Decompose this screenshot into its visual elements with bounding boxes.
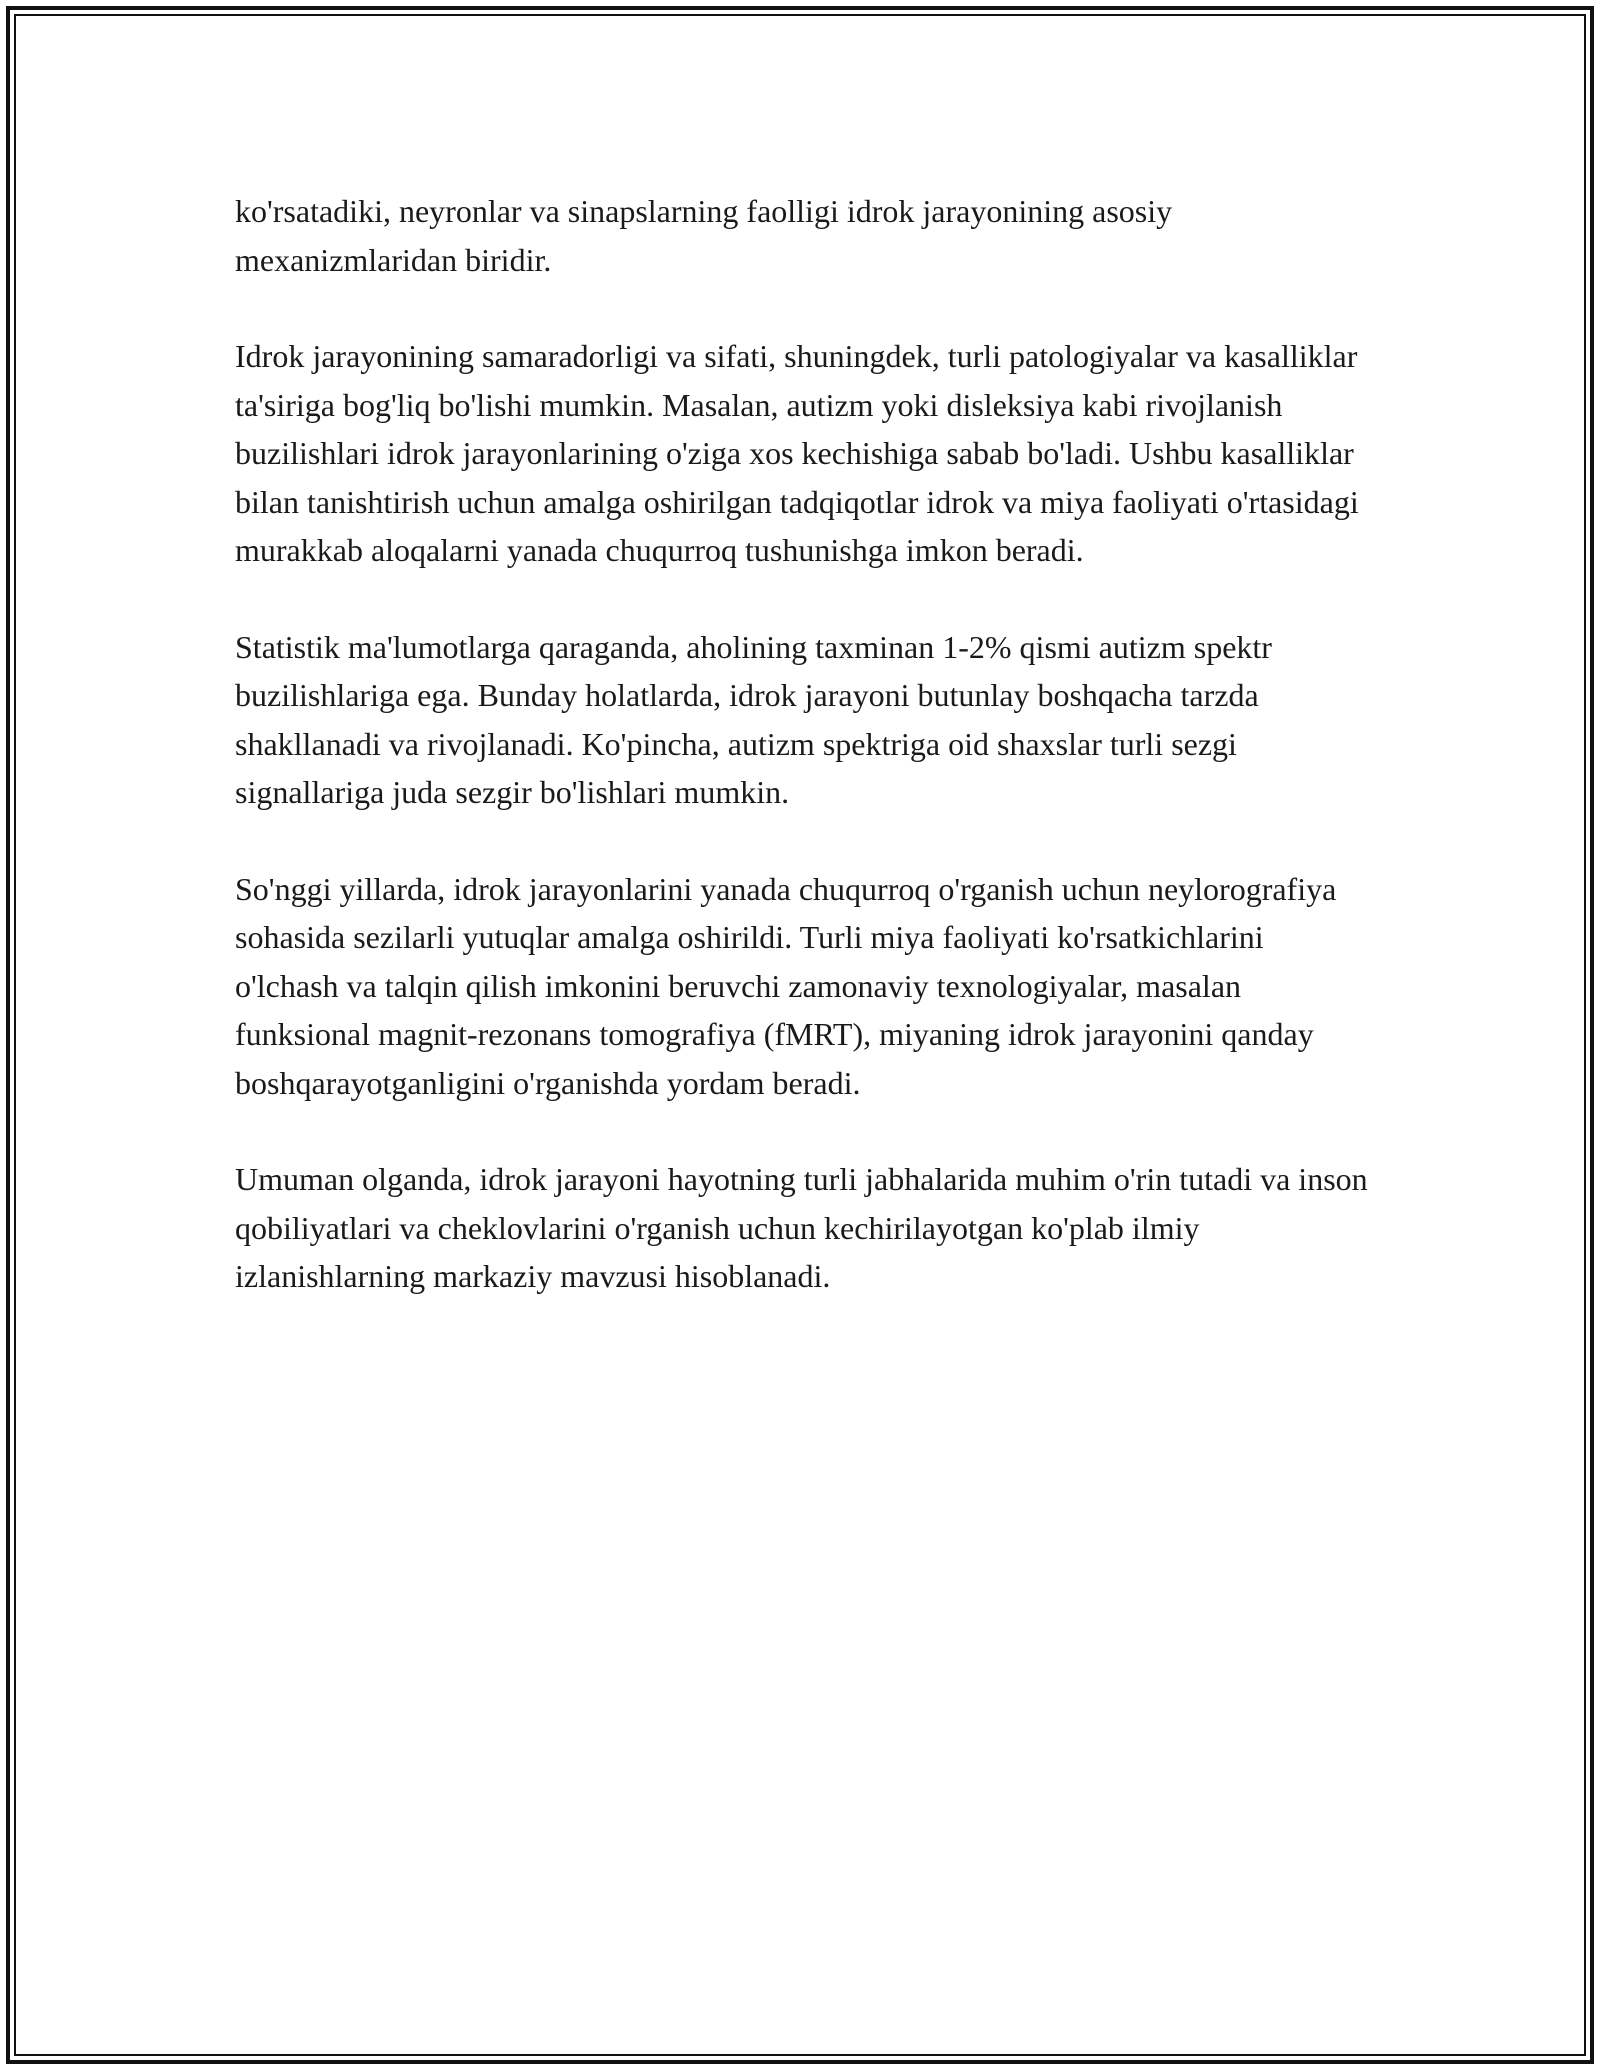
paragraph-3: Statistik ma'lumotlarga qaraganda, aholining taxminan 1-2% qismi autizm spektr buzilishlariga ega. Bunday holatlarda, idrok jarayoni butunlay boshqacha tarzda shakllanadi va rivojlanadi. Ko'pincha, autizm spektriga oid shaxslar turli sezgi signallariga juda sezgir bo'lishlari mumkin. xyxy=(235,628,1272,810)
paragraph-2: Idrok jarayonining samaradorligi va sifati, shuningdek, turli patologiyalar va kasalliklar ta'siriga bog'liq bo'lishi mumkin. Masalan, autizm yoki disleksiya kabi rivojlanish buzilishlari idrok jarayonlarining o'ziga xos kechishiga sabab bo'ladi. Ushbu kasalliklar bilan tanishtirish uchun amalga oshirilgan tadqiqotlar idrok va miya faoliyati o'rtasidagi murakkab aloqalarni yanada chuqurroq tushunishga imkon beradi. xyxy=(235,338,1359,568)
paragraph-4: So'nggi yillarda, idrok jarayonlarini yanada chuqurroq o'rganish uchun neylorografiya sohasida sezilarli yutuqlar amalga oshirildi. Turli miya faoliyati ko'rsatkichlarini o'lchash va talqin qilish imkonini beruvchi zamonaviy texnologiyalar, masalan funksional magnit-rezonans tomografiya (fMRT), miyaning idrok jarayonini qanday boshqarayotganligini o'rganishda yordam beradi. xyxy=(235,870,1337,1101)
paragraph-5: Umuman olganda, idrok jarayoni hayotning turli jabhalarida muhim o'rin tutadi va inson qobiliyatlari va cheklovlarini o'rganish uchun kechirilayotgan ko'plab ilmiy izlanishlarning markaziy mavzusi hisoblanadi. xyxy=(235,1161,1368,1294)
paragraph-1: ko'rsatadiki, neyronlar va sinapslarning faolligi idrok jarayonining asosiy mexanizmlaridan biridir. xyxy=(235,193,1173,278)
document-body xyxy=(235,187,1375,1349)
